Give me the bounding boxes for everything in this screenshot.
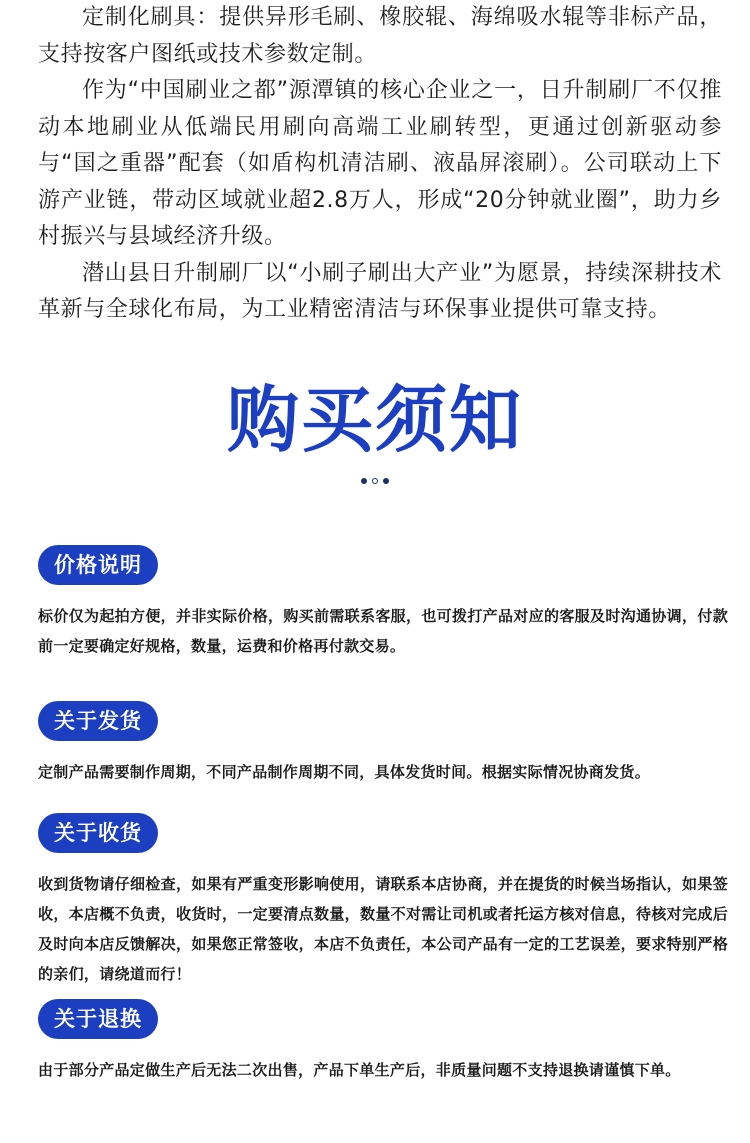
section-text: 标价仅为起拍方便，并非实际价格，购买前需联系客服，也可拨打产品对应的客服及时沟通协调，付款前一定要确定好规格，数量，运费和价格再付款交易。 [38,607,728,655]
purchase-notice-title: 购买须知 [226,378,523,462]
intro-paragraph: 潜山县日升制刷厂以“小刷子刷出大产业”为愿景，持续深耕技术革新与全球化布局，为工业精密清洁与环保事业提供可靠支持。 [38,260,722,322]
intro-paragraph: 作为“中国刷业之都”源潭镇的核心企业之一，日升制刷厂不仅推动本地刷业从低端民用刷向高端工业刷转型，更通过创新驱动参与“国之重器”配套（如盾构机清洁刷、液晶屏滚刷）。公司联动上下游产业链，带动区域就业超2.8万人，形成“20分钟就业圈”，助力乡村振兴与县域经济升级。 [38,78,722,249]
section-receiving [38,813,728,989]
dot-icon [361,478,367,484]
section-badge: 关于退换 [38,999,158,1039]
section-text: 定制产品需要制作周期，不同产品制作周期不同，具体发货时间。根据实际情况协商发货。 [38,763,651,781]
section-returns [38,999,728,1085]
dot-icon [372,478,378,484]
section-shipping [38,701,728,787]
section-badge: 关于收货 [38,813,158,853]
intro-text [38,0,722,329]
decorative-dots [0,478,750,484]
section-badge: 关于发货 [38,701,158,741]
section-price [38,545,728,661]
section-text: 收到货物请仔细检查，如果有严重变形影响使用，请联系本店协商，并在提货的时候当场指认，如果签收，本店概不负责，收货时，一定要清点数量，数量不对需让司机或者托运方核对信息，待核对完成后及时向本店反馈解决，如果您正常签收，本店不负责任，本公司产品有一定的工艺误差，要求特别严格的亲们，请绕道而行！ [38,875,728,983]
section-text: 由于部分产品定做生产后无法二次出售，产品下单生产后，非质量问题不支持退换请谨慎下单。 [38,1061,681,1079]
dot-icon [383,478,389,484]
section-badge: 价格说明 [38,545,158,585]
intro-paragraph: 定制化刷具：提供异形毛刷、橡胶辊、海绵吸水辊等非标产品，支持按客户图纸或技术参数定制。 [38,5,722,67]
